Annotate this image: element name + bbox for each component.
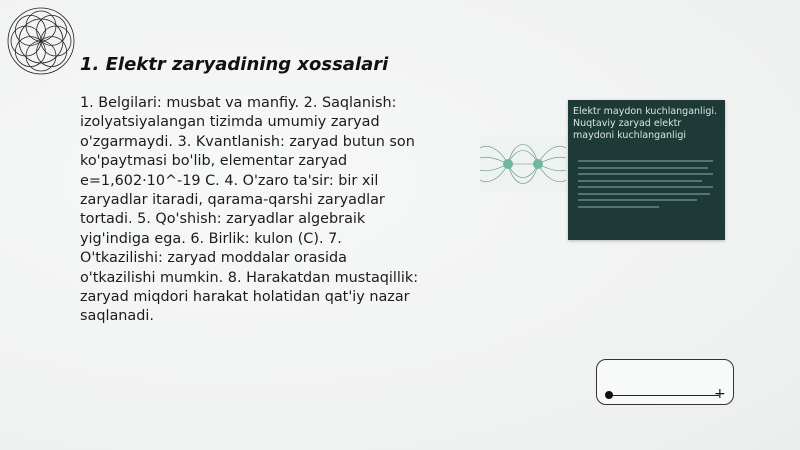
slider-track[interactable] xyxy=(609,395,719,396)
slider-knob[interactable] xyxy=(605,391,613,399)
card-title: Elektr maydon kuchlanganligi. Nuqtaviy zaryad elektr maydoni kuchlanganligi xyxy=(573,106,718,141)
card-text-placeholder xyxy=(578,160,713,212)
slider-control[interactable] xyxy=(596,359,734,405)
slide-body-text: 1. Belgilari: musbat va manfiy. 2. Saqlanish: izolyatsiyalangan tizimda umumiy zaryad o'zgarmaydi. 3. Kvantlanish: zaryad butun son ko'paytmasi bo'lib, elementar zaryad e=1,602·10^-19 C. 4. O'zaro ta'sir: bir xil zaryadlar itaradi, qarama-qarshi zaryadlar tortadi. 5. Qo'shish: zaryadlar algebraik yig'indiga ega. 6. Birlik: kulon (C). 7. O'tkazilishi: zaryad moddalar orasida o'tkazilishi mumkin. 8. Harakatdan mustaqillik: zaryad miqdori harakat holatidan qat'iy nazar saqlanadi. xyxy=(80,95,419,325)
slide-title: 1. Elektr zaryadining xossalari xyxy=(80,54,389,75)
info-card xyxy=(568,100,725,240)
plus-icon[interactable]: + xyxy=(714,386,726,402)
electric-field-image xyxy=(480,136,566,192)
rosette-logo xyxy=(4,4,78,78)
